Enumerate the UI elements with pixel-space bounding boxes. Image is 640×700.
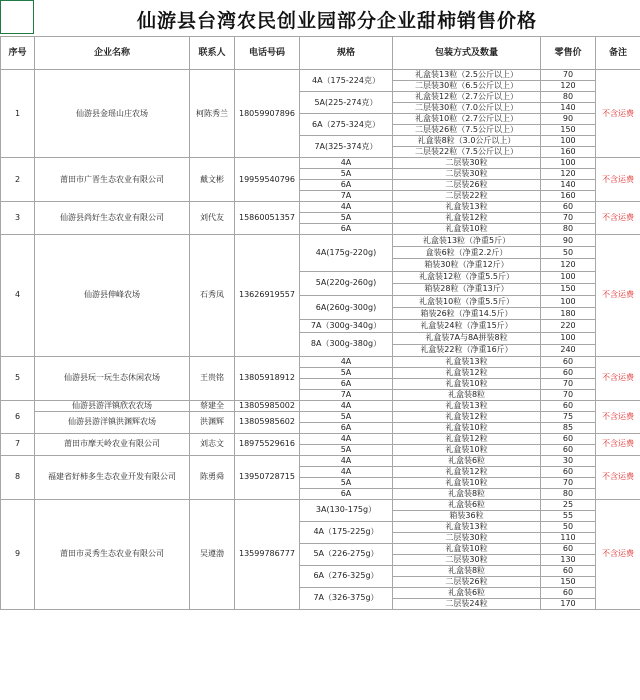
packaging-cell: 礼盒装7A与8A拼装8粒 [393, 332, 541, 344]
price-cell: 60 [541, 202, 596, 213]
packaging-cell: 礼盒装13粒（净重5斤） [393, 235, 541, 247]
company-name: 仙游县游洋镇洪渊辉农场 [35, 411, 190, 433]
price-cell: 220 [541, 320, 596, 332]
table-row [1, 455, 640, 466]
price-cell: 60 [541, 433, 596, 444]
spec-cell: 4A [300, 202, 393, 213]
spec-cell: 4A [300, 400, 393, 411]
contact-name: 刘代友 [190, 202, 235, 235]
phone-number: 18059907896 [235, 70, 300, 158]
price-cell: 60 [541, 466, 596, 477]
packaging-cell: 二层装26粒 [393, 576, 541, 587]
price-cell: 30 [541, 455, 596, 466]
table-row [1, 158, 640, 169]
header-phone: 电话号码 [235, 37, 300, 70]
packaging-cell: 礼盒装10粒 [393, 224, 541, 235]
packaging-cell: 礼盒装6粒 [393, 587, 541, 598]
table-row [1, 235, 640, 247]
spec-cell: 6A [300, 180, 393, 191]
price-cell: 100 [541, 295, 596, 307]
spec-cell: 4A [300, 433, 393, 444]
phone-number: 13805985002 [235, 400, 300, 411]
packaging-cell: 二层装30粒（7.0公斤以上） [393, 103, 541, 114]
price-cell: 70 [541, 477, 596, 488]
packaging-cell: 礼盒装10粒（净重5.5斤） [393, 295, 541, 307]
header-packaging: 包装方式及数量 [393, 37, 541, 70]
packaging-cell: 二层装30粒 [393, 554, 541, 565]
packaging-cell: 礼盒装13粒 [393, 400, 541, 411]
table-row [1, 499, 640, 510]
phone-number: 13950728715 [235, 455, 300, 499]
price-cell: 60 [541, 543, 596, 554]
spec-cell: 5A（226-275g） [300, 543, 393, 565]
price-cell: 60 [541, 444, 596, 455]
spec-cell: 6A（276-325g） [300, 565, 393, 587]
packaging-cell: 礼盒装8粒 [393, 389, 541, 400]
price-cell: 180 [541, 308, 596, 320]
remark-cell: 不含运费 [596, 202, 640, 235]
packaging-cell: 礼盒装13粒 [393, 521, 541, 532]
spec-cell: 5A(225-274克） [300, 92, 393, 114]
header-remark: 备注 [596, 37, 640, 70]
price-cell: 100 [541, 136, 596, 147]
spec-cell: 5A [300, 367, 393, 378]
packaging-cell: 箱装28粒（净重13斤） [393, 283, 541, 295]
packaging-cell: 礼盒装13粒（2.5公斤以上） [393, 70, 541, 81]
price-cell: 100 [541, 158, 596, 169]
spec-cell: 6A（275-324克） [300, 114, 393, 136]
packaging-cell: 二层装22粒 [393, 191, 541, 202]
packaging-cell: 礼盒装12粒 [393, 411, 541, 422]
spec-cell: 5A(220g-260g) [300, 271, 393, 295]
price-cell: 150 [541, 283, 596, 295]
remark-cell: 不含运费 [596, 499, 640, 609]
packaging-cell: 礼盒装10粒（2.7公斤以上） [393, 114, 541, 125]
packaging-cell: 二层装26粒（7.5公斤以上） [393, 125, 541, 136]
packaging-cell: 二层装30粒 [393, 169, 541, 180]
contact-name: 王贵铭 [190, 356, 235, 400]
title-row [0, 0, 640, 37]
price-cell: 55 [541, 510, 596, 521]
packaging-cell: 礼盒装12粒 [393, 466, 541, 477]
phone-number: 13805918912 [235, 356, 300, 400]
price-cell: 50 [541, 247, 596, 259]
spec-cell: 7A [300, 191, 393, 202]
contact-name: 洪渊辉 [190, 411, 235, 433]
contact-name: 刘志文 [190, 433, 235, 455]
price-cell: 120 [541, 169, 596, 180]
packaging-cell: 二层装22粒（7.5公斤以上） [393, 147, 541, 158]
packaging-cell: 礼盒装12粒（净重5.5斤） [393, 271, 541, 283]
spec-cell: 6A(260g-300g) [300, 295, 393, 319]
price-cell: 50 [541, 521, 596, 532]
packaging-cell: 礼盒装10粒 [393, 477, 541, 488]
packaging-cell: 礼盒装10粒 [393, 422, 541, 433]
price-cell: 140 [541, 103, 596, 114]
company-name: 仙游县游洋镇欣农农场 [35, 400, 190, 411]
price-cell: 80 [541, 92, 596, 103]
phone-number: 15860051357 [235, 202, 300, 235]
price-cell: 170 [541, 598, 596, 609]
spec-cell: 7A(325-374克） [300, 136, 393, 158]
spec-cell: 4A（175-225g） [300, 521, 393, 543]
packaging-cell: 箱装30粒（净重12斤） [393, 259, 541, 271]
table-row [1, 411, 640, 422]
spec-cell: 4A(175g-220g) [300, 235, 393, 272]
price-cell: 90 [541, 114, 596, 125]
price-cell: 140 [541, 180, 596, 191]
packaging-cell: 礼盒装6粒 [393, 455, 541, 466]
packaging-cell: 礼盒装12粒 [393, 367, 541, 378]
price-cell: 25 [541, 499, 596, 510]
table-row [1, 400, 640, 411]
packaging-cell: 礼盒装13粒 [393, 356, 541, 367]
spec-cell: 6A [300, 422, 393, 433]
price-cell: 60 [541, 587, 596, 598]
price-cell: 100 [541, 332, 596, 344]
remark-cell: 不含运费 [596, 356, 640, 400]
contact-name: 石秀凤 [190, 235, 235, 357]
packaging-cell: 箱装26粒（净重14.5斤） [393, 308, 541, 320]
contact-name: 吴遵渤 [190, 499, 235, 609]
price-cell: 150 [541, 576, 596, 587]
price-cell: 70 [541, 70, 596, 81]
spec-cell: 6A [300, 378, 393, 389]
packaging-cell: 礼盒装8粒 [393, 565, 541, 576]
phone-number: 13626919557 [235, 235, 300, 357]
company-name: 福建省好柿多生态农业开发有限公司 [35, 455, 190, 499]
header-company: 企业名称 [35, 37, 190, 70]
contact-name: 蔡建全 [190, 400, 235, 411]
phone-number: 18975529616 [235, 433, 300, 455]
row-number: 1 [1, 70, 35, 158]
company-name: 莆田市摩天岭农业有限公司 [35, 433, 190, 455]
company-name: 莆田市广晋生态农业有限公司 [35, 158, 190, 202]
selected-cell[interactable] [0, 0, 34, 34]
price-cell: 70 [541, 389, 596, 400]
spec-cell: 3A(130-175g） [300, 499, 393, 521]
packaging-cell: 二层装24粒 [393, 598, 541, 609]
price-cell: 70 [541, 213, 596, 224]
price-cell: 75 [541, 411, 596, 422]
company-name: 仙游县伸峰农场 [35, 235, 190, 357]
packaging-cell: 二层装30粒 [393, 532, 541, 543]
row-number: 6 [1, 400, 35, 433]
spec-cell: 8A（300g-380g） [300, 332, 393, 356]
price-cell: 80 [541, 224, 596, 235]
table-row [1, 433, 640, 444]
contact-name: 柯陈秀兰 [190, 70, 235, 158]
packaging-cell: 礼盒装10粒 [393, 378, 541, 389]
packaging-cell: 礼盒装13粒 [393, 202, 541, 213]
packaging-cell: 礼盒装24粒（净重15斤） [393, 320, 541, 332]
spec-cell: 4A [300, 455, 393, 466]
price-cell: 80 [541, 488, 596, 499]
header-row [1, 37, 640, 70]
row-number: 4 [1, 235, 35, 357]
price-cell: 60 [541, 400, 596, 411]
price-cell: 60 [541, 565, 596, 576]
packaging-cell: 礼盒装10粒 [393, 444, 541, 455]
row-number: 5 [1, 356, 35, 400]
spec-cell: 5A [300, 477, 393, 488]
contact-name: 陈勇舜 [190, 455, 235, 499]
table-row [1, 356, 640, 367]
spec-cell: 5A [300, 169, 393, 180]
remark-cell: 不含运费 [596, 455, 640, 499]
packaging-cell: 礼盒装12粒 [393, 433, 541, 444]
packaging-cell: 礼盒装8粒 [393, 488, 541, 499]
row-number: 8 [1, 455, 35, 499]
price-cell: 240 [541, 344, 596, 356]
packaging-cell: 礼盒装12粒 [393, 213, 541, 224]
price-cell: 85 [541, 422, 596, 433]
price-cell: 100 [541, 271, 596, 283]
price-cell: 150 [541, 125, 596, 136]
row-number: 3 [1, 202, 35, 235]
price-cell: 160 [541, 191, 596, 202]
packaging-cell: 礼盒装8粒（3.0公斤以上） [393, 136, 541, 147]
price-cell: 70 [541, 378, 596, 389]
spec-cell: 4A [300, 158, 393, 169]
price-cell: 110 [541, 532, 596, 543]
remark-cell: 不含运费 [596, 400, 640, 433]
row-number: 9 [1, 499, 35, 609]
header-spec: 规格 [300, 37, 393, 70]
price-table [0, 36, 640, 610]
row-number: 2 [1, 158, 35, 202]
price-cell: 90 [541, 235, 596, 247]
spec-cell: 5A [300, 411, 393, 422]
remark-cell: 不含运费 [596, 235, 640, 357]
header-price: 零售价 [541, 37, 596, 70]
company-name: 莆田市灵秀生态农业有限公司 [35, 499, 190, 609]
phone-number: 13805985602 [235, 411, 300, 433]
price-cell: 60 [541, 356, 596, 367]
row-number: 7 [1, 433, 35, 455]
company-name: 仙游县金瑶山庄农场 [35, 70, 190, 158]
phone-number: 19959540796 [235, 158, 300, 202]
contact-name: 戴文彬 [190, 158, 235, 202]
packaging-cell: 礼盒装12粒（2.7公斤以上） [393, 92, 541, 103]
header-no: 序号 [1, 37, 35, 70]
packaging-cell: 礼盒装6粒 [393, 499, 541, 510]
packaging-cell: 二层装30粒（6.5公斤以上） [393, 81, 541, 92]
packaging-cell: 二层装26粒 [393, 180, 541, 191]
spec-cell: 7A（326-375g） [300, 587, 393, 609]
price-cell: 120 [541, 81, 596, 92]
table-row [1, 70, 640, 81]
spec-cell: 5A [300, 213, 393, 224]
spec-cell: 7A [300, 389, 393, 400]
spec-cell: 4A（175-224克） [300, 70, 393, 92]
packaging-cell: 礼盒装22粒（净重16斤） [393, 344, 541, 356]
remark-cell: 不含运费 [596, 70, 640, 158]
spec-cell: 4A [300, 466, 393, 477]
packaging-cell: 盒装6粒（净重2.2斤） [393, 247, 541, 259]
packaging-cell: 箱装36粒 [393, 510, 541, 521]
spec-cell: 4A [300, 356, 393, 367]
spec-cell: 5A [300, 444, 393, 455]
price-cell: 130 [541, 554, 596, 565]
price-cell: 60 [541, 367, 596, 378]
table-row [1, 202, 640, 213]
price-cell: 160 [541, 147, 596, 158]
packaging-cell: 二层装30粒 [393, 158, 541, 169]
spec-cell: 6A [300, 488, 393, 499]
remark-cell: 不含运费 [596, 433, 640, 455]
company-name: 仙游县尚好生态农业有限公司 [35, 202, 190, 235]
spec-cell: 7A（300g-340g） [300, 320, 393, 332]
page-title: 仙游县台湾农民创业园部分企业甜柿销售价格 [136, 10, 537, 32]
company-name: 仙游县玩一玩生态休闲农场 [35, 356, 190, 400]
header-contact: 联系人 [190, 37, 235, 70]
packaging-cell: 礼盒装10粒 [393, 543, 541, 554]
remark-cell: 不含运费 [596, 158, 640, 202]
phone-number: 13599786777 [235, 499, 300, 609]
spec-cell: 6A [300, 224, 393, 235]
price-cell: 120 [541, 259, 596, 271]
